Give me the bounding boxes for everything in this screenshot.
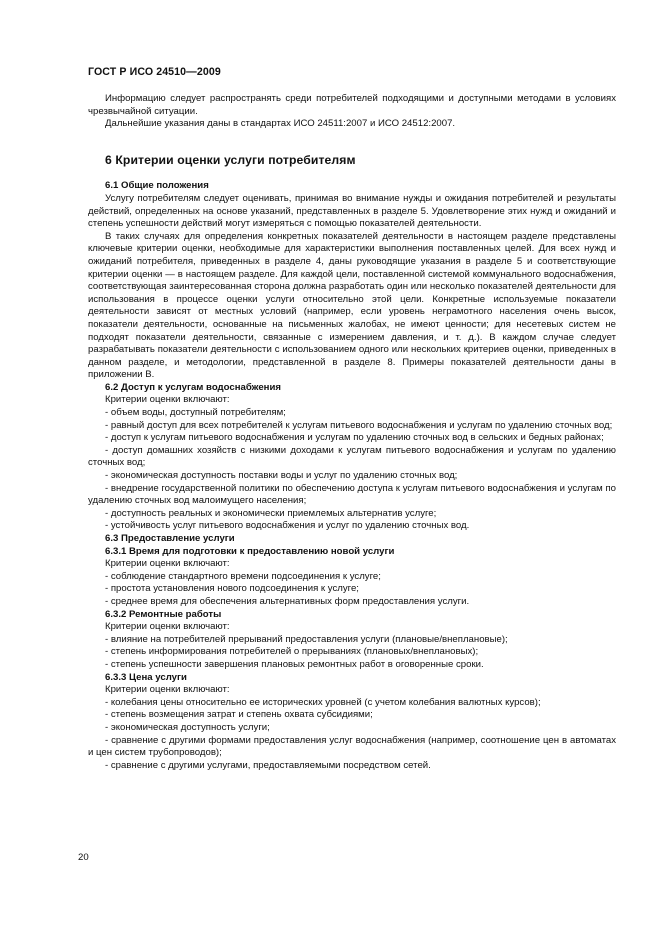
list-lead: Критерии оценки включают: — [105, 621, 230, 633]
list-item: - соблюдение стандартного времени подсоединения к услуге; — [105, 570, 381, 582]
list-item: - сравнение с другими формами предоставления услуг водоснабжения (например, соотношение цен в автоматах и цен систем трубопроводов); — [88, 734, 616, 759]
paragraph: Информацию следует распространять среди потребителей подходящими и доступными методами в условиях чрезвычайной ситуации. — [88, 93, 616, 117]
paragraph: В таких случаях для определения конкретных показателей деятельности в настоящем разделе представлены ключевые критерии оценки, необходимые для характеристики выполнения поставленных целей. Для всех нужд и ожиданий потребителя, приведенных в разделе 4, даны руководящие указания в разделе 5 и соответствующие критерии оценки — в настоящем разделе. Для каждой цели, поставленной системой коммунального водоснабжения, соответствующая заинтересованная сторона должна разработать один или несколько показателей деятельности для использования в процессе оценки услуги относительно этой цели. Конкретные используемые показатели деятельности зависят от местных условий (например, если уровень неграмотного населения очень высок, показатели деятельности, основанные на письменных жалобах, не имеют ценности; для несетевых систем не подходят показатели деятельности, связанные с измерением давления, и т. д.). В каждом случае следует разрабатывать показатели деятельности с использованием одного или нескольких критериев оценки, приведенных в данном разделе, и методологии, представленной в разделе 8. Примеры показателей деятельности даны в приложении В. — [88, 230, 616, 381]
subsection-heading: 6.1 Общие положения — [105, 180, 209, 192]
list-item: - простота установления нового подсоединения к услуге; — [105, 583, 359, 595]
subsection-heading: 6.2 Доступ к услугам водоснабжения — [105, 381, 281, 393]
list-item: - равный доступ для всех потребителей к услугам питьевого водоснабжения и услугам по удалению сточных вод; — [105, 419, 613, 431]
list-item: - степень возмещения затрат и степень охвата субсидиями; — [105, 709, 373, 721]
list-item: - внедрение государственной политики по обеспечению доступа к услугам питьевого водоснабжения и услугам по удалению сточных вод малоимущего населения; — [88, 482, 616, 507]
paragraph: Дальнейшие указания даны в стандартах ИСО 24511:2007 и ИСО 24512:2007. — [105, 118, 456, 130]
list-item: - доступность реальных и экономически приемлемых альтернатив услуге; — [105, 507, 437, 519]
list-item: - объем воды, доступный потребителям; — [105, 407, 286, 419]
list-item: - степень информирования потребителей о прерываниях (плановых/внеплановых); — [105, 646, 479, 658]
subsection-heading: 6.3.2 Ремонтные работы — [105, 608, 222, 620]
list-item: - колебания цены относительно ее исторических уровней (с учетом колебания валютных курсов); — [105, 696, 541, 708]
subsection-heading: 6.3.1 Время для подготовки к предоставлению новой услуги — [105, 545, 395, 557]
list-lead: Критерии оценки включают: — [105, 684, 230, 696]
list-lead: Критерии оценки включают: — [105, 394, 230, 406]
list-item: - среднее время для обеспечения альтернативных форм предоставления услуги. — [105, 595, 470, 607]
list-item: - доступ домашних хозяйств с низкими доходами к услугам питьевого водоснабжения и услугам по удалению сточных вод; — [88, 444, 616, 469]
document-header: ГОСТ Р ИСО 24510—2009 — [88, 66, 221, 78]
list-item: - сравнение с другими услугами, предоставляемыми посредством сетей. — [105, 759, 431, 771]
paragraph: Услугу потребителям следует оценивать, принимая во внимание нужды и ожидания потребителей и результаты действий, определенных на основе указаний, представленных в разделе 5. Удовлетворение этих нужд и ожиданий и степень успешности действий могут измеряться с помощью показателей деятельности. — [88, 192, 616, 230]
list-item: - доступ к услугам питьевого водоснабжения и услугам по удалению сточных вод в сельских и бедных районах; — [105, 432, 604, 444]
section-title: 6 Критерии оценки услуги потребителям — [105, 152, 356, 167]
subsection-heading: 6.3.3 Цена услуги — [105, 671, 187, 683]
list-lead: Критерии оценки включают: — [105, 558, 230, 570]
subsection-heading: 6.3 Предоставление услуги — [105, 533, 235, 544]
document-body — [88, 93, 616, 772]
list-item: - экономическая доступность поставки воды и услуг по удалению сточных вод; — [105, 470, 458, 482]
list-item: - экономическая доступность услуги; — [105, 721, 270, 733]
page-number: 20 — [78, 852, 89, 863]
list-item: - влияние на потребителей прерываний предоставления услуги (плановые/внеплановые); — [105, 633, 508, 645]
list-item: - степень успешности завершения плановых ремонтных работ в оговоренные сроки. — [105, 658, 484, 670]
list-item: - устойчивость услуг питьевого водоснабжения и услуг по удалению сточных вод. — [105, 520, 470, 532]
